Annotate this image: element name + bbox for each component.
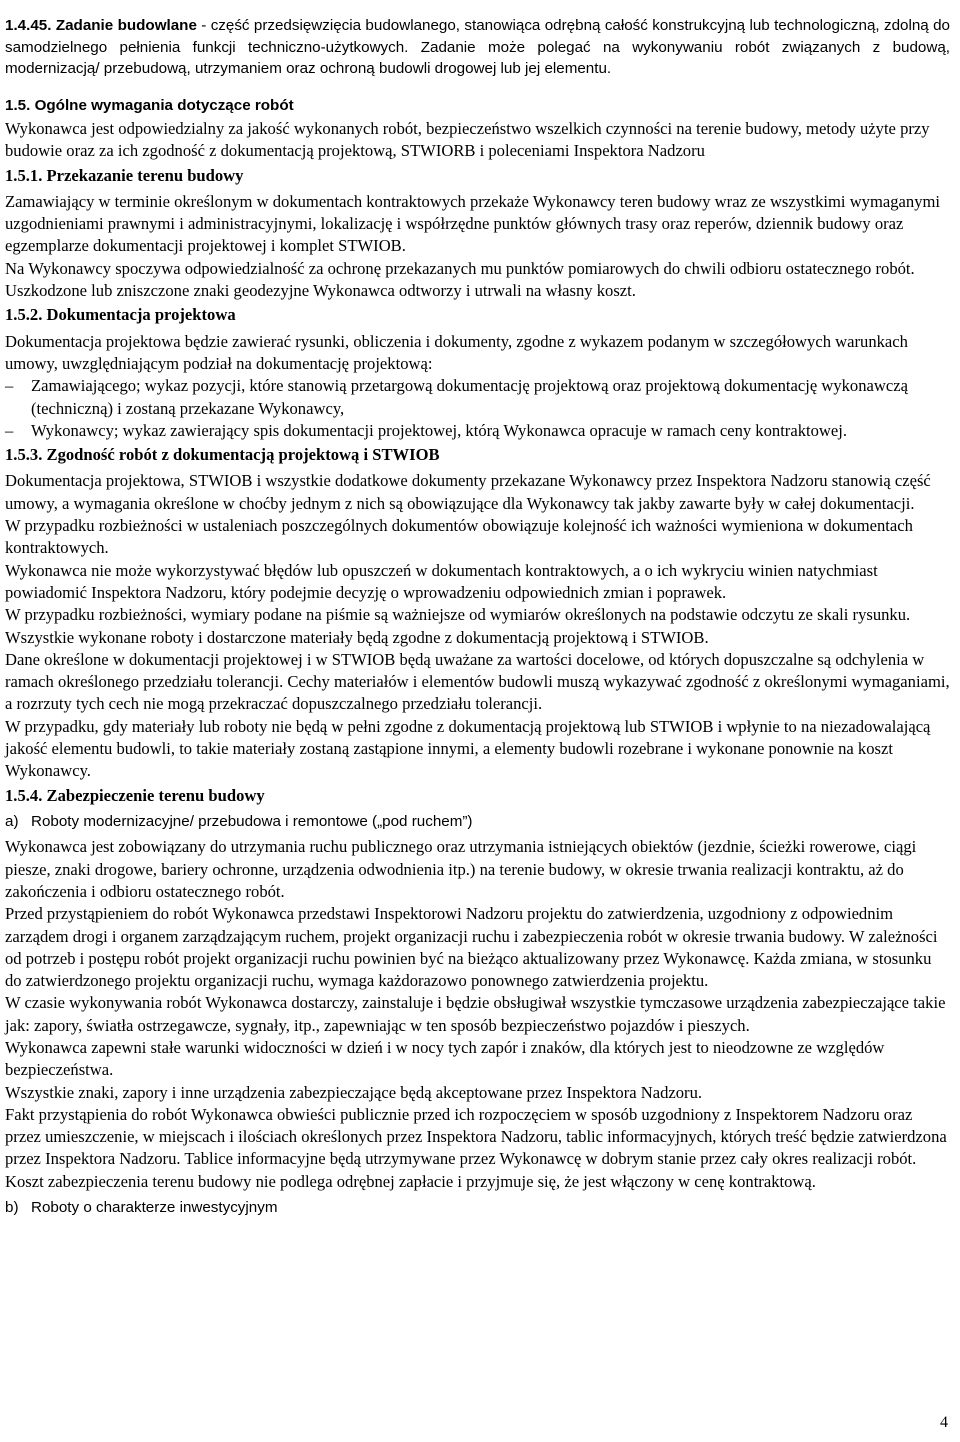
- paragraph: Wykonawca jest zobowiązany do utrzymania ruchu publicznego oraz utrzymania istniejących obiektów (jezdnie, ścieżki rowerowe, ciągi piesze, znaki drogowe, bariery ochronne, urządzenia odwodnienia itp.) na terenie budowy, w okresie trwania realizacji kontraktu, aż do zakończenia i odbioru ostatecznego robót.: [5, 837, 917, 901]
- dash-bullet: –: [5, 420, 14, 440]
- intro-paragraph: [5, 15, 950, 79]
- list-item: – Wykonawcy; wykaz zawierający spis dokumentacji projektowej, którą Wykonawca opracuje w ramach ceny kontraktowej.: [5, 420, 950, 442]
- document-page: [5, 0, 950, 1218]
- page-number: 4: [940, 1414, 948, 1431]
- section-heading-1-5: 1.5. Ogólne wymagania dotyczące robót: [5, 96, 294, 114]
- paragraph: Dane określone w dokumentacji projektowej i w STWIOB będą uważane za wartości docelowe, od których dopuszczalne są odchylenia w ramach określonego przedziału tolerancji. Cechy materiałów i elementów budowli muszą wykazywać zgodność z określonymi wymaganiami, a rozrzuty tych cech nie mogą przekraczać dopuszczalnego przedziału tolerancji.: [5, 649, 950, 714]
- dash-bullet: –: [5, 376, 14, 396]
- sub-item-b: b) Roboty o charakterze inwestycyjnym: [5, 1197, 950, 1218]
- section-heading-1-5-1: 1.5.1. Przekazanie terenu budowy: [5, 165, 244, 185]
- item-label: a): [5, 812, 19, 830]
- paragraph: Wszystkie znaki, zapory i inne urządzenia zabezpieczające będą akceptowane przez Inspektora Nadzoru.: [5, 1082, 703, 1102]
- paragraph: Przed przystąpieniem do robót Wykonawca przedstawi Inspektorowi Nadzoru projektu do zatwierdzenia, uzgodniony z odpowiednim zarządem drogi i organem zarządzającym ruchem, projekt organizacji ruchu i zabezpieczenia robót w okresie trwania budowy. W zależności od potrzeb i postępu robót projekt organizacji ruchu powinien być na bieżąco aktualizowany przez Wykonawcę. Każda zmiana, w stosunku do zatwierdzonego projektu organizacji ruchu, wymaga każdorazowo ponownego zatwierdzenia projektu.: [5, 904, 938, 991]
- section-title: Ogólne wymagania dotyczące robót: [34, 96, 294, 114]
- section-heading-1-5-2: 1.5.2. Dokumentacja projektowa: [5, 305, 236, 325]
- section-1-5-text: Wykonawca jest odpowiedzialny za jakość wykonanych robót, bezpieczeństwo wszelkich czynności na terenie budowy, metody użyte przy budowie oraz za ich zgodność z dokumentacją projektową, STWIORB i poleceniami Inspektora Nadzoru: [5, 119, 930, 161]
- intro-term: Zadanie budowlane: [55, 17, 197, 35]
- intro-number: 1.4.45.: [5, 17, 52, 35]
- item-label: b): [5, 1199, 19, 1217]
- paragraph: Wykonawca nie może wykorzystywać błędów lub opuszczeń w dokumentach kontraktowych, a o ich wykryciu winien natychmiast powiadomić Inspektora Nadzoru, który podejmie decyzję o wprowadzeniu odpowiednich zmian i poprawek.: [5, 560, 878, 602]
- section-title: Dokumentacja projektowa: [46, 305, 236, 325]
- intro-definition: - część przedsięwzięcia budowlanego, stanowiąca odrębną całość konstrukcyjną lub technologiczną, zdolną do samodzielnego pełnienia funkcji techniczno-użytkowych. Zadanie może polegać na wykonywaniu robót związanych z budową, modernizacją/ przebudową, utrzymaniem oraz ochroną budowli drogowej lub jej elementu.: [5, 17, 950, 77]
- paragraph: Dokumentacja projektowa, STWIOB i wszystkie dodatkowe dokumenty przekazane Wykonawcy przez Inspektora Nadzoru stanowią część umowy, a wymagania określone w choćby jednym z nich są obowiązujące dla Wykonawcy tak jakby zawarte były w całej dokumentacji.: [5, 471, 931, 513]
- sub-item-a: a) Roboty modernizacyjne/ przebudowa i remontowe („pod ruchem”): [5, 811, 950, 832]
- section-heading-1-5-4: 1.5.4. Zabezpieczenie terenu budowy: [5, 785, 265, 805]
- paragraph: W przypadku rozbieżności, wymiary podane na piśmie są ważniejsze od wymiarów określonych na podstawie odczytu ze skali rysunku.: [5, 605, 911, 625]
- list-item: – Zamawiającego; wykaz pozycji, które stanowią przetargową dokumentację projektową oraz projektową dokumentację wykonawczą (techniczną) i zostaną przekazane Wykonawcy,: [5, 375, 950, 420]
- paragraph: Na Wykonawcy spoczywa odpowiedzialność za ochronę przekazanych mu punktów pomiarowych do chwili odbioru ostatecznego robót. Uszkodzone lub zniszczone znaki geodezyjne Wykonawca odtworzy i utrwali na własny koszt.: [5, 258, 915, 301]
- paragraph: Wszystkie wykonane roboty i dostarczone materiały będą zgodne z dokumentacją projektową i STWIOB.: [5, 627, 709, 647]
- paragraph: W czasie wykonywania robót Wykonawca dostarczy, zainstaluje i będzie obsługiwał wszystkie tymczasowe urządzenia zabezpieczające takie jak: zapory, światła ostrzegawcze, sygnały, itp., zapewniając w ten sposób bezpieczeństwo pojazdów i pieszych.: [5, 993, 946, 1035]
- paragraph: Wykonawca zapewni stałe warunki widoczności w dzień i w nocy tych zapór i znaków, dla których jest to nieodzowne ze względów bezpieczeństwa.: [5, 1037, 885, 1080]
- section-title: Zgodność robót z dokumentacją projektową i STWIOB: [46, 445, 440, 465]
- paragraph: Zamawiający w terminie określonym w dokumentach kontraktowych przekaże Wykonawcy teren budowy wraz ze wszystkimi wymaganymi uzgodnieniami prawnymi i administracyjnymi, lokalizację i współrzędne punktów głównych trasy oraz reperów, dziennik budowy oraz egzemplarze dokumentacji projektowej i komplet STWIOB.: [5, 191, 941, 256]
- paragraph: Dokumentacja projektowa będzie zawierać rysunki, obliczenia i dokumenty, zgodne z wykazem podanym w szczegółowych warunkach umowy, uwzględniającym podział na dokumentację projektową:: [5, 331, 908, 373]
- paragraph: Koszt zabezpieczenia terenu budowy nie podlega odrębnej zapłacie i przyjmuje się, że jest włączony w cenę kontraktową.: [5, 1171, 816, 1191]
- paragraph: Fakt przystąpienia do robót Wykonawca obwieści publicznie przed ich rozpoczęciem w sposób uzgodniony z Inspektorem Nadzoru oraz przez umieszczenie, w miejscach i ilościach określonych przez Inspektora Nadzoru, tablic informacyjnych, których treść będzie zatwierdzona przez Inspektora Nadzoru. Tablice informacyjne będą utrzymywane przez Wykonawcę w dobrym stanie przez cały okres realizacji robót.: [5, 1104, 947, 1169]
- section-heading-1-5-3: 1.5.3. Zgodność robót z dokumentacją projektową i STWIOB: [5, 445, 440, 465]
- paragraph: W przypadku rozbieżności w ustaleniach poszczególnych dokumentów obowiązuje kolejność ich ważności wymieniona w dokumentach kontraktowych.: [5, 516, 913, 558]
- paragraph: W przypadku, gdy materiały lub roboty nie będą w pełni zgodne z dokumentacją projektową lub STWIOB i wpłynie to na niezadowalającą jakość elementu budowli, to takie materiały zostaną zastąpione innymi, a elementy budowli rozebrane i wykonane ponownie na koszt Wykonawcy.: [5, 716, 931, 781]
- section-title: Przekazanie terenu budowy: [46, 165, 244, 185]
- section-title: Zabezpieczenie terenu budowy: [46, 785, 265, 805]
